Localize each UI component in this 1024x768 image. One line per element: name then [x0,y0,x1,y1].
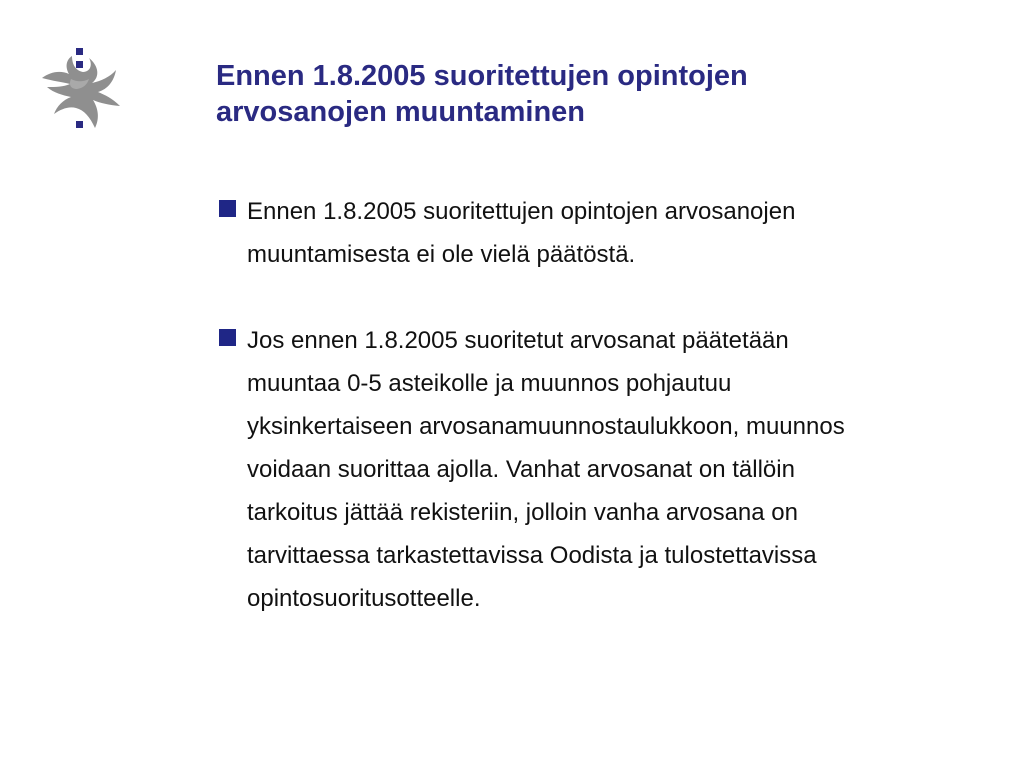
bullet-1-line-2: muuntamisesta ei ole vielä päätöstä. [247,241,636,268]
bullet-item [216,319,976,620]
bullet-2-line-4: voidaan suorittaa ajolla. Vanhat arvosanat on tällöin [247,456,795,483]
bullet-2-line-5: tarkoitus jättää rekisteriin, jolloin vanha arvosana on [247,499,798,526]
square-bullet-icon [219,200,236,217]
bullet-2-line-2: muuntaa 0-5 asteikolle ja muunnos pohjautuu [247,370,732,397]
bullet-2-line-7: opintosuoritusotteelle. [247,585,481,612]
slide-title [216,58,976,130]
slide-title-line-2: arvosanojen muuntaminen [216,96,586,128]
university-flame-logo-icon [38,48,122,134]
bullet-list [216,190,976,663]
bullet-2-line-6: tarvittaessa tarkastettavissa Oodista ja tulostettavissa [247,542,817,569]
bullet-2-line-1: Jos ennen 1.8.2005 suoritetut arvosanat päätetään [247,327,789,354]
bullet-item [216,190,976,276]
square-bullet-icon [219,329,236,346]
slide-title-line-1: Ennen 1.8.2005 suoritettujen opintojen [216,60,748,92]
bullet-2-line-3: yksinkertaiseen arvosanamuunnostaulukkoon, muunnos [247,413,845,440]
bullet-1-line-1: Ennen 1.8.2005 suoritettujen opintojen arvosanojen [247,198,796,225]
